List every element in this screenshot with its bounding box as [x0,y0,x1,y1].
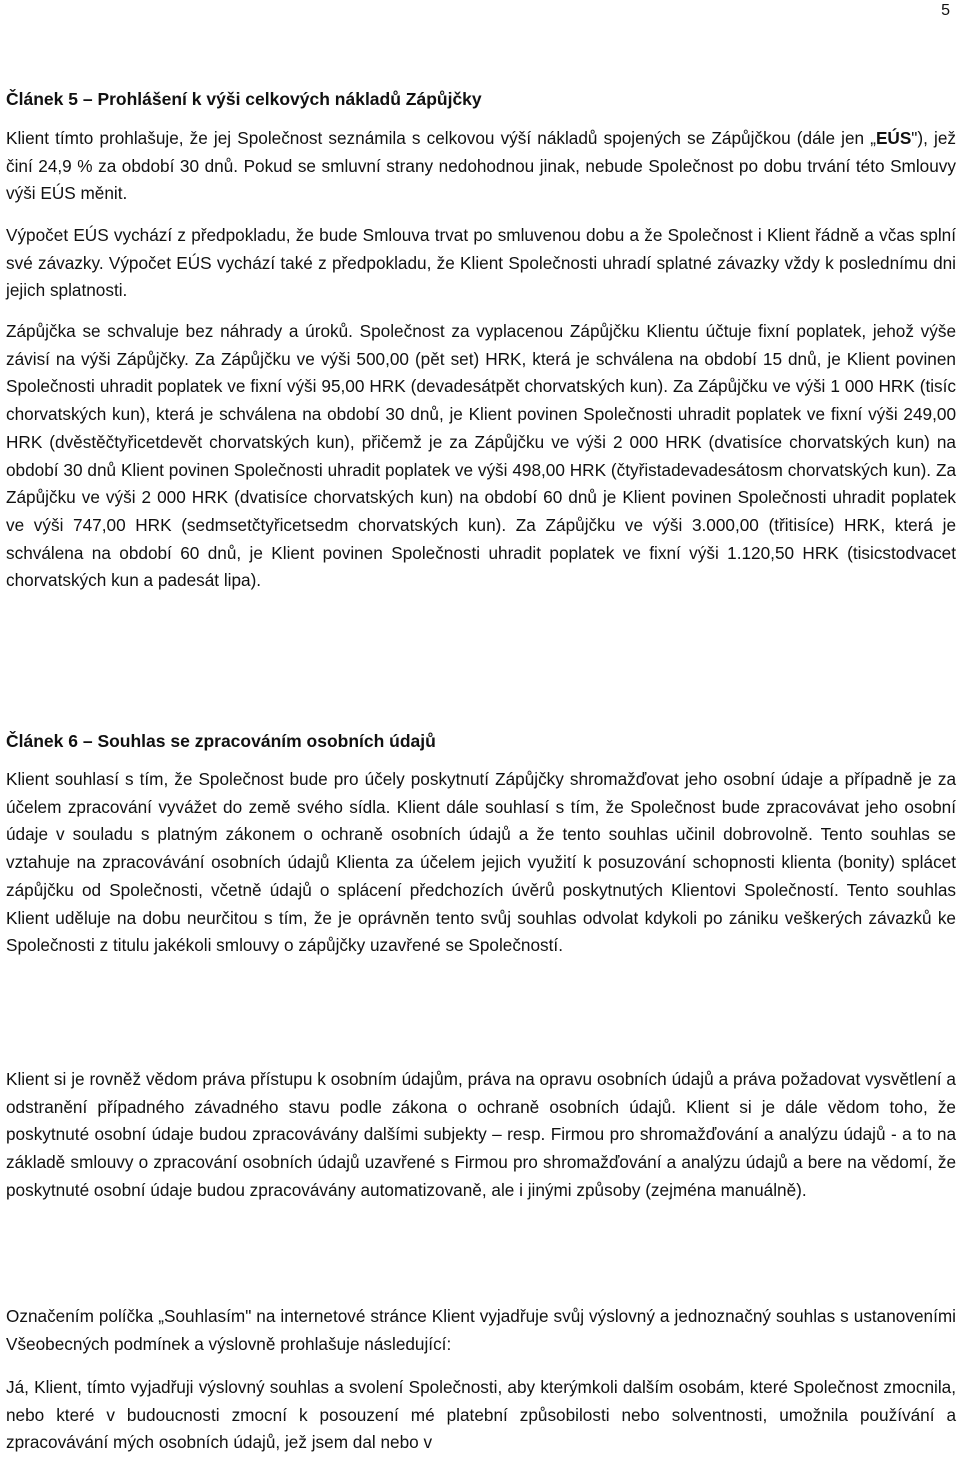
article-6-p3-text: Označením políčka „Souhlasím" na internetové stránce Klient vyjadřuje svůj výslovný a jednoznačný souhlas s ustanoveními Všeobecných podmínek a výslovně prohlašuje následující: [6,1306,956,1354]
article-5-paragraph-3 [6,318,956,595]
article-6-p4-text: Já, Klient, tímto vyjadřuji výslovný souhlas a svolení Společnosti, aby kterýmkoli dalším osobám, které Společnost zmocnila, nebo které v budoucnosti zmocní k posouzení mé platební způsobilosti nebo solventnosti, umožnila používání a zpracovávání mých osobních údajů, jež jsem dal nebo v [6,1377,956,1453]
article-5-p3-text-c: Za Zápůjčku ve výši 500,00 (pět set) HRK, která je schválena na období 15 dnů, je Klient povinen Společnosti uhradit poplatek ve fixní výši 95,00 HRK (devadesátpět chorvatských kun). Za Zápůjčku ve výši 1 000 HRK (tisíc chorvatských kun), která je schválena na období 30 dnů, je Klient povinen Společnosti uhradit poplatek ve fixní výši 249,00 HRK (dvěstěčtyřicetdevět chorvatských kun), přičemž je za Zápůjčku ve výši 2 000 HRK (dvatisíce chorvatských kun) na období 30 dnů Klient povinen Společnosti uhradit poplatek ve výši 498,00 HRK (čtyřistadevadesátosm chorvatských kun). Za Zápůjčku ve výši 2 000 HRK (dvatisíce chorvatských kun) na období 60 dnů je Klient povinen Společnosti uhradit poplatek ve výši 747,00 HRK (sedmsetčtyřicetsedm chorvatských kun). Za Zápůjčku ve výši 3.000,00 (třitisíce) HRK, která je schválena na období 60 dnů, je Klient povinen Společnosti uhradit poplatek ve fixní výši 1.120,50 HRK (tisicstodvacet chorvatských kun a padesát lipa). [6,348,956,591]
article-5-title [6,88,482,110]
page-number: 5 [941,2,950,19]
article-6-paragraph-3 [6,1303,956,1358]
article-5-p3-text-b: Společnost za vyplacenou Zápůjčku Klientu účtuje fixní poplatek, jehož výše závisí na výši Zápůjčky. [6,321,956,369]
article-5-title-text: Článek 5 – Prohlášení k výši celkových nákladů Zápůjčky [6,89,482,109]
article-5-paragraph-1 [6,125,956,208]
article-5-p1-text-a: Klient tímto prohlašuje, že jej Společnost seznámila s celkovou výší nákladů spojených se Zápůjčkou (dále jen „ [6,128,876,148]
article-5-paragraph-2 [6,222,956,305]
article-6-paragraph-1 [6,766,956,960]
document-page [6,0,956,1459]
article-6-paragraph-4 [6,1374,956,1457]
article-6-paragraph-2 [6,1066,956,1205]
article-5-p3-text-a: Zápůjčka se schvaluje bez náhrady a úroků. [6,321,353,341]
eus-abbreviation: EÚS [875,128,912,148]
article-6-p1-text: Klient souhlasí s tím, že Společnost bude pro účely poskytnutí Zápůjčky shromažďovat jeho osobní údaje a případně je za účelem zpracování vyvážet do země svého sídla. Klient dále souhlasí s tím, že Společnost bude zpracovávat jeho osobní údaje v souladu s platným zákonem o ochraně osobních údajů a že tento souhlas učinil dobrovolně. Tento souhlas se vztahuje na zpracovávání osobních údajů Klienta za účelem jejich využití k posuzování schopnosti klienta (bonity) splácet zápůjčku od Společnosti, včetně údajů o splácení předchozích úvěrů poskytnutých Klientovi Společností. Tento souhlas Klient uděluje na dobu neurčitou s tím, že je oprávněn tento svůj souhlas odvolat kdykoli po zániku veškerých závazků ke Společnosti z titulu jakékoli smlouvy o zápůjčky uzavřené se Společností. [6,769,956,956]
article-6-title [6,730,436,752]
article-5-p2-text-b: Výpočet EÚS vychází také z předpokladu, že Klient Společnosti uhradí splatné závazky vždy k poslednímu dni jejich splatnosti. [6,252,957,301]
article-6-p2-text: Klient si je rovněž vědom práva přístupu k osobním údajům, práva na opravu osobních údajů a práva požadovat vysvětlení a odstranění případného závadného stavu podle zákona o ochraně osobních údajů. Klient si je dále vědom toho, že poskytnuté osobní údaje budou zpracovávány dalšími subjekty – resp. Firmou pro shromažďování a analýzu údajů - a to na základě smlouvy o zpracování osobních údajů uzavřené s Firmou pro shromažďování a analýzu údajů a bere na vědomí, že poskytnuté osobní údaje budou zpracovávány automatizovaně, ale i jinými způsoby (zejména manuálně). [6,1069,956,1200]
article-6-title-text: Článek 6 – Souhlas se zpracováním osobních údajů [6,731,436,751]
article-5-p2-text-a: Výpočet EÚS vychází z předpokladu, že bude Smlouva trvat po smluvenou dobu a že Společnost i Klient řádně a včas splní své závazky. [6,225,956,273]
article-5-p1-text-c: "), jež činí 24,9 % za období 30 dnů. Pokud se smluvní strany nedohodnou jinak, nebude Společnost po dobu trvání této Smlouvy výši EÚS měnit. [6,128,956,204]
